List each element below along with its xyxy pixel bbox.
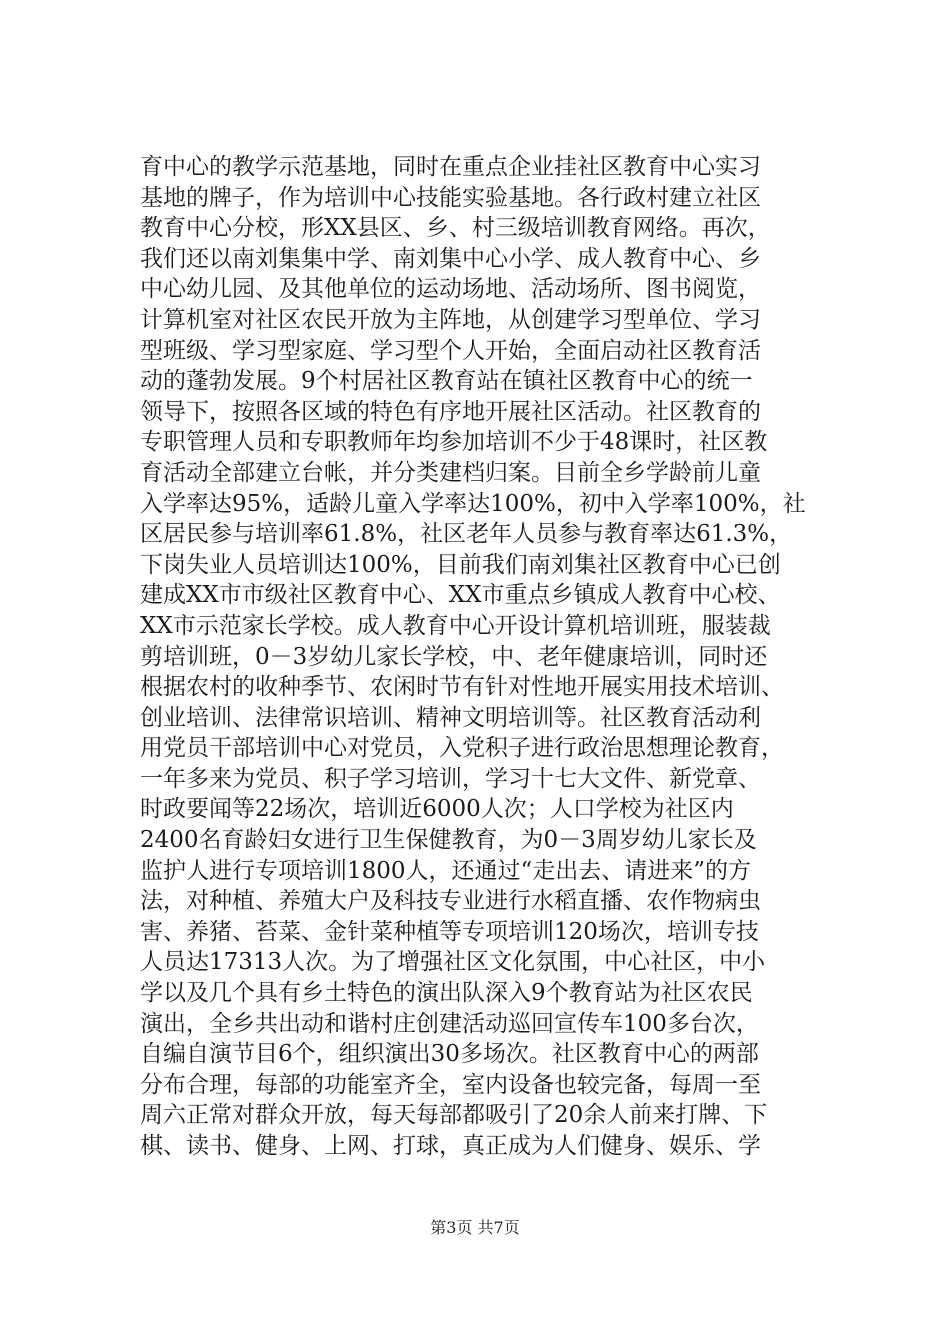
paragraph-line: 时政要闻等22场次，培训近6000人次；人口学校为社区内 bbox=[140, 796, 734, 823]
paragraph-line: 中心幼儿园、及其他单位的运动场地、活动场所、图书阅览， bbox=[140, 276, 761, 303]
paragraph-line: XX市示范家长学校。成人教育中心开设计算机培训班，服装裁 bbox=[140, 612, 771, 639]
paragraph-line: 害、养猪、苔菜、金针菜种植等专项培训120场次，培训专技 bbox=[140, 918, 759, 945]
paragraph-line: 自编自演节目6个，组织演出30多场次。社区教育中心的两部 bbox=[140, 1041, 759, 1068]
paragraph-line: 入学率达95%，适龄儿童入学率达100%，初中入学率100%，社 bbox=[140, 490, 806, 517]
paragraph-line: 2400名育龄妇女进行卫生保健教育，为0－3周岁幼儿家长及 bbox=[140, 827, 757, 854]
paragraph-line: 棋、读书、健身、上网、打球，真正成为人们健身、娱乐、学 bbox=[140, 1133, 761, 1159]
body-text bbox=[140, 152, 840, 1162]
paragraph-line: 动的蓬勃发展。9个村居社区教育站在镇社区教育中心的统一 bbox=[140, 368, 753, 395]
paragraph-line: 区居民参与培训率61.8%，社区老年人员参与教育率达61.3%， bbox=[140, 521, 793, 548]
paragraph-line: 周六正常对群众开放，每天每部都吸引了20余人前来打牌、下 bbox=[140, 1102, 768, 1129]
paragraph-line: 计算机室对社区农民开放为主阵地，从创建学习型单位、学习 bbox=[140, 306, 761, 333]
paragraph-line: 领导下，按照各区域的特色有序地开展社区活动。社区教育的 bbox=[140, 398, 761, 425]
paragraph-line: 建成XX市市级社区教育中心、XX市重点乡镇成人教育中心校、 bbox=[140, 582, 781, 609]
paragraph-line: 基地的牌子，作为培训中心技能实验基地。各行政村建立社区 bbox=[140, 184, 761, 211]
paragraph-line: 学以及几个具有乡土特色的演出队深入9个教育站为社区农民 bbox=[140, 980, 753, 1007]
paragraph-line: 用党员干部培训中心对党员，入党积子进行政治思想理论教育， bbox=[140, 735, 784, 762]
paragraph-line: 演出，全乡共出动和谐村庄创建活动巡回宣传车100多台次， bbox=[140, 1010, 759, 1037]
paragraph-line: 分布合理，每部的功能室齐全，室内设备也较完备，每周一至 bbox=[140, 1071, 761, 1098]
paragraph-line: 法，对种植、养殖大户及科技专业进行水稻直播、农作物病虫 bbox=[140, 888, 761, 915]
paragraph-line: 剪培训班，0－3岁幼儿家长学校，中、老年健康培训，同时还 bbox=[140, 643, 768, 670]
paragraph-line: 育活动全部建立台帐，并分类建档归案。目前全乡学龄前儿童 bbox=[140, 459, 761, 486]
paragraph-line: 人员达17313人次。为了增强社区文化氛围，中心社区，中小 bbox=[140, 949, 766, 976]
paragraph-line: 一年多来为党员、积子学习培训，学习十七大文件、新党章、 bbox=[140, 765, 761, 792]
paragraph-line: 下岗失业人员培训达100%，目前我们南刘集社区教育中心已创 bbox=[140, 551, 781, 578]
paragraph-line: 根据农村的收种季节、农闲时节有针对性地开展实用技术培训、 bbox=[140, 674, 784, 701]
paragraph-line: 我们还以南刘集集中学、南刘集中心小学、成人教育中心、乡 bbox=[140, 245, 761, 272]
paragraph-line: 育中心的教学示范基地，同时在重点企业挂社区教育中心实习 bbox=[140, 154, 761, 180]
paragraph-line: 专职管理人员和专职教师年均参加培训不少于48课时，社区教 bbox=[140, 429, 768, 456]
paragraph-line: 教育中心分校，形XX县区、乡、村三级培训教育网络。再次， bbox=[140, 215, 771, 242]
page-number-footer: 第3页 共7页 bbox=[430, 1218, 520, 1237]
paragraph-line: 监护人进行专项培训1800人，还通过“走出去、请进来”的方 bbox=[140, 857, 752, 884]
paragraph-line: 创业培训、法律常识培训、精神文明培训等。社区教育活动利 bbox=[140, 704, 761, 731]
paragraph-line: 型班级、学习型家庭、学习型个人开始，全面启动社区教育活 bbox=[140, 337, 761, 364]
